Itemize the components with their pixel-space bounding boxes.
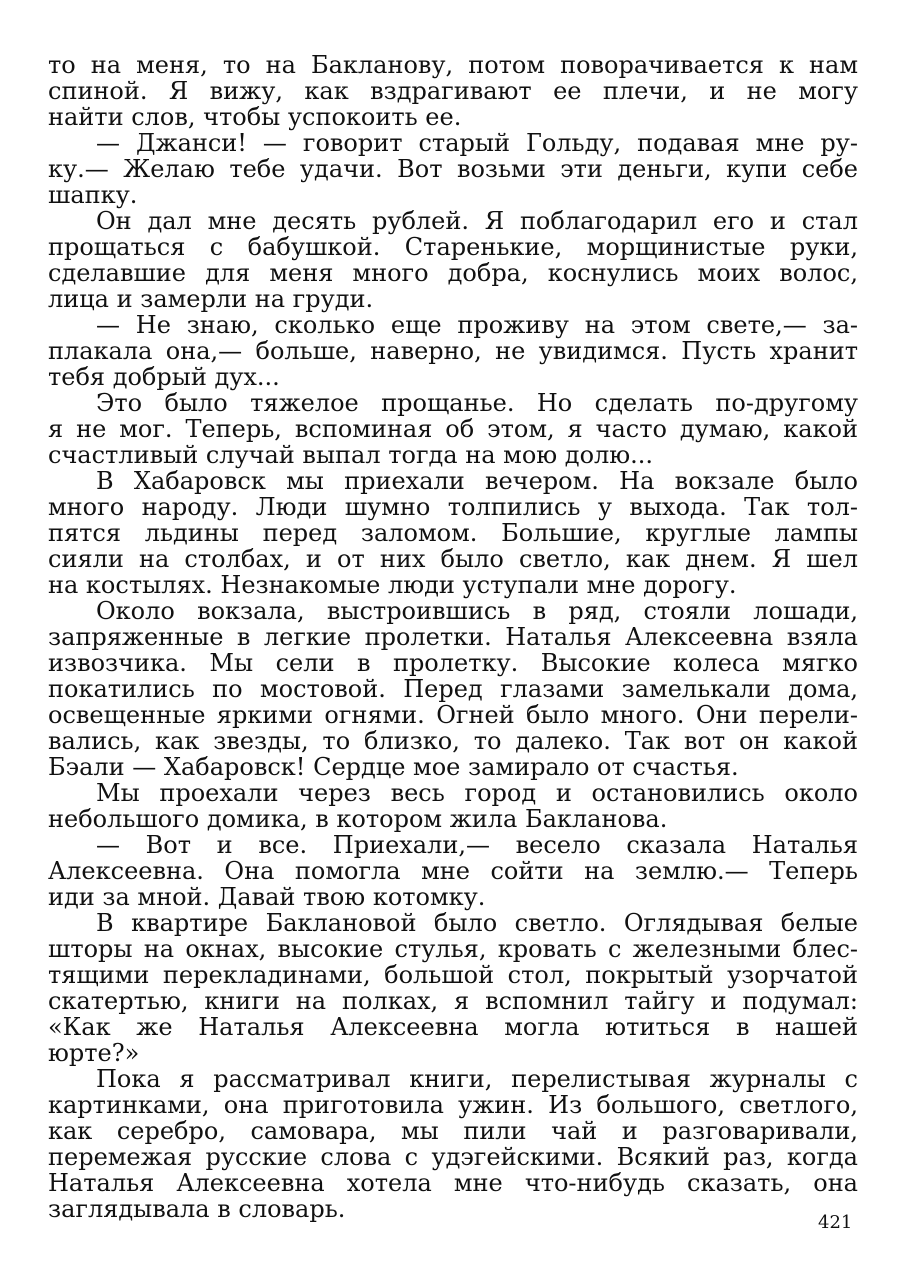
- text-line: заглядывала в словарь.: [48, 1195, 346, 1223]
- text-line: «Как же Наталья Алексеевна могла ютиться в нашей: [48, 1013, 858, 1041]
- text-line: ку.— Желаю тебе удачи. Вот возьми эти деньги, купи себе: [48, 155, 858, 183]
- text-line: Это было тяжелое прощанье. Но сделать по-другому: [96, 389, 858, 417]
- text-line: извозчика. Мы сели в пролетку. Высокие колеса мягко: [48, 649, 858, 677]
- text-line: В Хабаровск мы приехали вечером. На вокзале было: [96, 467, 858, 495]
- text-line: юрте?»: [48, 1039, 140, 1067]
- text-line: вались, как звезды, то близко, то далеко. Так вот он какой: [48, 727, 858, 755]
- text-line: покатились по мостовой. Перед глазами замелькали дома,: [48, 675, 858, 703]
- text-line: — Вот и все. Приехали,— весело сказала Наталья: [96, 831, 858, 859]
- page-text: [48, 52, 858, 1222]
- text-line: сделавшие для меня много добра, коснулись моих волос,: [48, 259, 858, 287]
- text-line: сияли на столбах, и от них было светло, как днем. Я шел: [48, 545, 858, 573]
- text-line: перемежая русские слова с удэгейскими. Всякий раз, когда: [48, 1143, 858, 1171]
- text-line: Наталья Алексеевна хотела мне что-нибудь сказать, она: [48, 1169, 858, 1197]
- text-line: шторы на окнах, высокие стулья, кровать с железными блес-: [48, 935, 858, 963]
- text-line: освещенные яркими огнями. Огней было много. Они перели-: [48, 701, 858, 729]
- text-line: тящими перекладинами, большой стол, покрытый узорчатой: [48, 961, 858, 989]
- text-line: Около вокзала, выстроившись в ряд, стояли лошади,: [96, 597, 858, 625]
- text-line: счастливый случай выпал тогда на мою долю...: [48, 441, 654, 469]
- text-line: как серебро, самовара, мы пили чай и разговаривали,: [48, 1117, 858, 1145]
- text-line: В квартире Баклановой было светло. Оглядывая белые: [96, 909, 858, 937]
- text-line: — Джанси! — говорит старый Гольду, подавая мне ру-: [96, 129, 858, 157]
- text-line: запряженные в легкие пролетки. Наталья Алексеевна взяла: [48, 623, 858, 651]
- text-line: Бэали — Хабаровск! Сердце мое замирало от счастья.: [48, 753, 739, 781]
- page-number: 421: [818, 1212, 853, 1233]
- text-line: плакала она,— больше, наверно, не увидимся. Пусть хранит: [48, 337, 858, 365]
- text-line: картинками, она приготовила ужин. Из большого, светлого,: [48, 1091, 858, 1119]
- text-line: небольшого домика, в котором жила Бакланова.: [48, 805, 668, 833]
- text-line: на костылях. Незнакомые люди уступали мне дорогу.: [48, 571, 737, 599]
- text-line: спиной. Я вижу, как вздрагивают ее плечи, и не могу: [48, 77, 858, 105]
- text-line: иди за мной. Давай твою котомку.: [48, 883, 486, 911]
- text-line: то на меня, то на Бакланову, потом поворачивается к нам: [48, 51, 858, 79]
- text-line: — Не знаю, сколько еще проживу на этом свете,— за-: [96, 311, 858, 339]
- text-line: много народу. Люди шумно толпились у выхода. Так тол-: [48, 493, 858, 521]
- text-line: скатертью, книги на полках, я вспомнил тайгу и подумал:: [48, 987, 858, 1015]
- text-line: Алексеевна. Она помогла мне сойти на землю.— Теперь: [48, 857, 858, 885]
- text-line: Он дал мне десять рублей. Я поблагодарил его и стал: [96, 207, 858, 235]
- text-line: Пока я рассматривал книги, перелистывая журналы с: [96, 1065, 858, 1093]
- text-line: пятся льдины перед заломом. Большие, круглые лампы: [48, 519, 858, 547]
- text-line: лица и замерли на груди.: [48, 285, 374, 313]
- text-line: шапку.: [48, 181, 138, 209]
- text-line: найти слов, чтобы успокоить ее.: [48, 103, 462, 131]
- text-line: тебя добрый дух...: [48, 363, 280, 391]
- text-line: Мы проехали через весь город и остановились около: [96, 779, 858, 807]
- text-line: я не мог. Теперь, вспоминая об этом, я часто думаю, какой: [48, 415, 858, 443]
- text-line: прощаться с бабушкой. Старенькие, морщинистые руки,: [48, 233, 858, 261]
